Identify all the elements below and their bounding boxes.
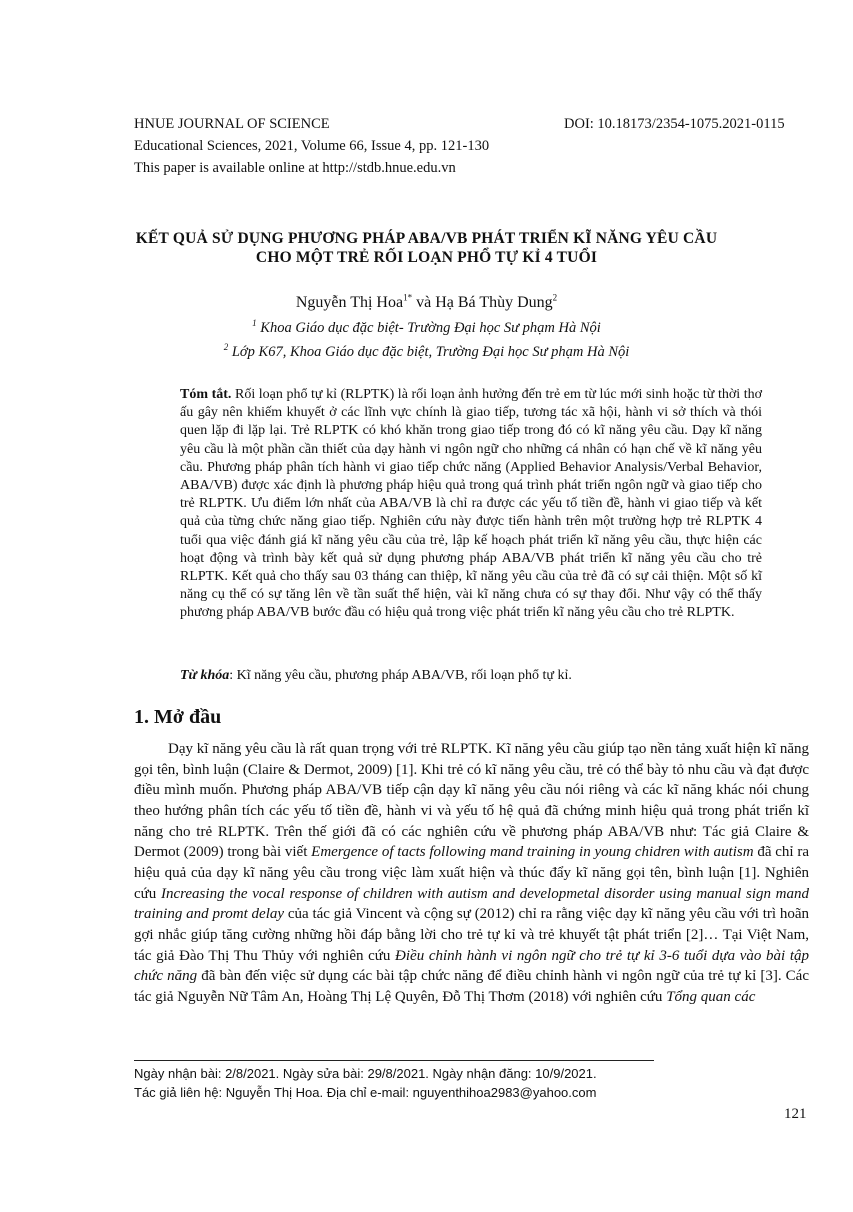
abstract: [180, 386, 762, 623]
authors: [0, 294, 853, 312]
keywords-text: : Kĩ năng yêu cầu, phương pháp ABA/VB, rối loạn phổ tự kỉ.: [229, 668, 572, 683]
abstract-label: Tóm tắt.: [180, 387, 232, 402]
page-number: 121: [784, 1106, 807, 1122]
author-2-sup: 2: [552, 292, 558, 303]
author-1-sup: 1*: [403, 292, 413, 303]
keywords-label: Từ khóa: [180, 668, 230, 683]
section-heading: 1. Mở đầu: [134, 706, 222, 728]
affiliation-1-num: 1: [252, 318, 257, 329]
author-2: Hạ Bá Thùy Dung: [435, 294, 553, 311]
footnote-contact: Tác giả liên hệ: Nguyễn Thị Hoa. Địa chỉ e-mail: nguyenthihoa2983@yahoo.com: [134, 1085, 597, 1100]
author-1: Nguyễn Thị Hoa: [295, 294, 404, 311]
abstract-text: Rối loạn phổ tự kỉ (RLPTK) là rối loạn ảnh hưởng đến trẻ em từ lúc mới sinh hoặc từ thời thơ ấu gây nên khiếm khuyết ở các lĩnh vực chính là giao tiếp, tương tác xã hội, hành vi sở thích và thói quen lặp đi lặp lại. Trẻ RLPTK có khó khăn trong giao tiếp trong đó có kĩ năng yêu cầu. Dạy kĩ năng yêu cầu là một phần cần thiết của dạy hành vi ngôn ngữ cho những cá nhân có hạn chế về kĩ năng yêu cầu. Phương pháp phân tích hành vi giao tiếp chức năng (Applied Behavior Analysis/Verbal Behavior, ABA/VB) được xác định là phương pháp hiệu quả trong quá trình phát triển ngôn ngữ và giao tiếp cho trẻ RLPTK. Ưu điểm lớn nhất của ABA/VB là chỉ ra được các yếu tố tiền đề, hành vi giao tiếp và kết quả của từng chức năng giao tiếp. Nghiên cứu này được tiến hành trên một trường hợp trẻ RLPTK 4 tuổi qua việc đánh giá kĩ năng yêu cầu của trẻ, lập kế hoạch phát triển kĩ năng yêu cầu, thực hiện các hoạt động và trình bày kết quả sử dụng phương pháp ABA/VB phát triển kĩ năng yêu cầu cho trẻ RLPTK. Kết quả cho thấy sau 03 tháng can thiệp, kĩ năng yêu cầu của trẻ đã có sự cải thiện. Một số kĩ năng cụ thể có sự tăng lên về tần suất thể hiện, vài kĩ năng chưa có sự thay đổi. Như vậy có thể thấy phương pháp ABA/VB bước đầu có hiệu quả trong việc phát triển kĩ năng yêu cầu cho trẻ RLPTK.: [180, 387, 762, 621]
affiliation-2: [0, 344, 853, 361]
section-body: [134, 739, 809, 1008]
cited-title: Increasing the vocal response of children with autism and developmetal disorder using manual sign mand training and promt delay: [134, 885, 809, 923]
affiliation-2-num: 2: [223, 342, 229, 353]
footnote-divider: [134, 1060, 654, 1061]
paragraph-text: đã chỉ ra hiệu quả của dạy kĩ năng yêu cầu trong việc làm xuất hiện và thúc đẩy kĩ năng gọi tên, bình luận [1]. Nghiên cứu: [134, 844, 810, 902]
paragraph-text: đã bàn đến việc sử dụng các bài tập chức năng để điều chỉnh hành vi ngôn ngữ của trẻ tự kỉ [3]. Các tác giả Nguyễn Nữ Tâm An, Hoàng Thị Lệ Quyên, Đỗ Thị Thơm (2018) với nghiên cứu: [134, 968, 809, 1005]
online-info: This paper is available online at http://stdb.hnue.edu.vn: [134, 160, 456, 176]
issue-info: Educational Sciences, 2021, Volume 66, Issue 4, pp. 121-130: [134, 138, 490, 154]
title-line-2: CHO MỘT TRẺ RỐI LOẠN PHỔ TỰ KỈ 4 TUỔI: [255, 249, 598, 266]
journal-name: HNUE JOURNAL OF SCIENCE: [134, 116, 330, 132]
keywords: [180, 668, 762, 684]
cited-title: Điều chỉnh hành vi ngôn ngữ cho trẻ tự kỉ 3-6 tuổi dựa vào bài tập chức năng: [134, 947, 809, 985]
paragraph-text: của tác giả Vincent và cộng sự (2012) chỉ ra rằng việc dạy kĩ năng yêu cầu với trì hoãn gợi nhắc giúp tăng cường những hồi đáp bằng lời cho trẻ tự kỉ và trẻ khuyết tật phát triển [2]… Tại Việt Nam, tác giả Đào Thị Thu Thủy với nghiên cứu: [134, 906, 809, 964]
title-line-1: KẾT QUẢ SỬ DỤNG PHƯƠNG PHÁP ABA/VB PHÁT TRIỂN KĨ NĂNG YÊU CẦU: [135, 230, 718, 247]
author-conj: và: [412, 294, 436, 311]
affiliation-2-text: Lớp K67, Khoa Giáo dục đặc biệt, Trường Đại học Sư phạm Hà Nội: [228, 344, 630, 360]
paragraph: [134, 739, 809, 1008]
cited-title: Emergence of tacts following mand training in young chidren with autism: [311, 844, 754, 861]
doi: DOI: 10.18173/2354-1075.2021-0115: [564, 116, 785, 132]
cited-title: Tổng quan các: [666, 988, 756, 1005]
paragraph-text: Dạy kĩ năng yêu cầu là rất quan trọng với trẻ RLPTK. Kĩ năng yêu cầu giúp tạo nền tảng xuất hiện kĩ năng gọi tên, bình luận (Claire & Dermot, 2009) [1]. Khi trẻ có kĩ năng yêu cầu, trẻ có thể bày tỏ nhu cầu và đạt được điều mình muốn. Phương pháp ABA/VB tiếp cận dạy kĩ năng yêu cầu nói riêng và các kĩ năng khác nói chung theo hướng phân tích các yếu tố tiền đề, hành vi và yếu tố hệ quả đã chứng minh hiệu quả trong phát triển kĩ năng cho trẻ RLPTK. Trên thế giới đã có các nghiên cứu về phương pháp ABA/VB như: Tác giả Claire & Dermot (2009) trong bài viết: [134, 741, 809, 861]
affiliation-1-text: Khoa Giáo dục đặc biệt- Trường Đại học Sư phạm Hà Nội: [256, 320, 601, 336]
affiliation-1: [0, 320, 853, 337]
footnote-dates: Ngày nhận bài: 2/8/2021. Ngày sửa bài: 29/8/2021. Ngày nhận đăng: 10/9/2021.: [134, 1066, 597, 1081]
